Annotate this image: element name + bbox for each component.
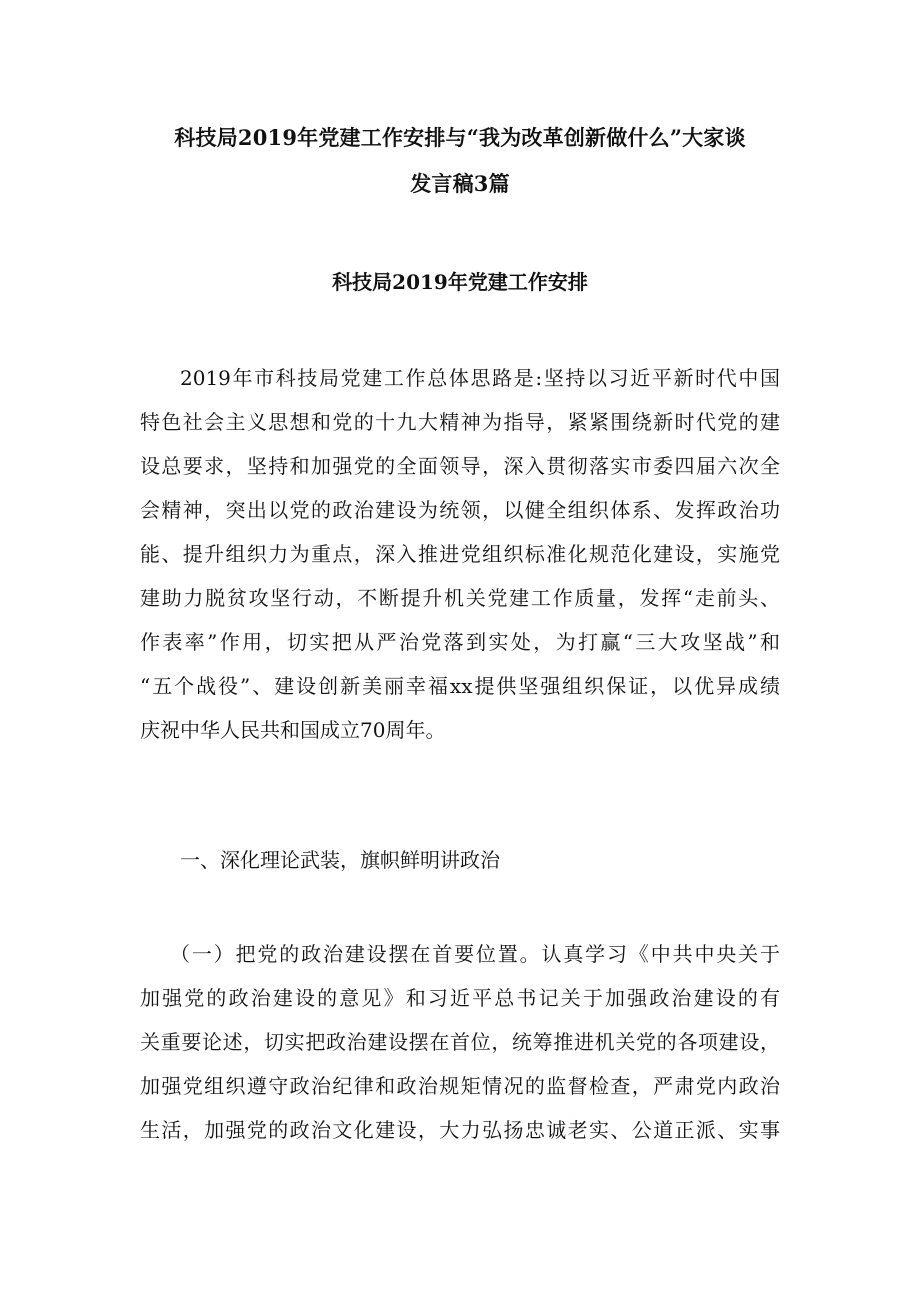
- document-title-line-2: 发言稿3篇: [410, 171, 510, 196]
- paragraph-line: 能、提升组织力为重点，深入推进党组织标准化规范化建设，实施党: [140, 542, 780, 566]
- paragraph-overview: [140, 356, 780, 752]
- paragraph-line: 2019年市科技局党建工作总体思路是:坚持以习近平新时代中国: [180, 366, 780, 390]
- paragraph-line: “五个战役”、建设创新美丽幸福xx提供坚强组织保证，以优异成绩: [140, 674, 780, 698]
- paragraph-line: 作表率”作用，切实把从严治党落到实处，为打赢“三大攻坚战”和: [140, 630, 780, 654]
- section-subtitle: 科技局2019年党建工作安排: [332, 270, 588, 294]
- paragraph-line: 庆祝中华人民共和国成立70周年。: [140, 718, 446, 742]
- paragraph-line: 设总要求，坚持和加强党的全面领导，深入贯彻落实市委四届六次全: [140, 454, 780, 478]
- paragraph-political-construction: [140, 932, 780, 1152]
- section-heading-1: [140, 838, 780, 882]
- paragraph-line: 建助力脱贫攻坚行动，不断提升机关党建工作质量，发挥“走前头、: [140, 586, 780, 610]
- paragraph-line: 特色社会主义思想和党的十九大精神为指导，紧紧围绕新时代党的建: [140, 410, 780, 434]
- document-title-line-1: 科技局2019年党建工作安排与“我为改革创新做什么”大家谈: [174, 125, 746, 150]
- paragraph-line: 生活，加强党的政治文化建设，大力弘扬忠诚老实、公道正派、实事: [140, 1118, 780, 1142]
- paragraph-line: 加强党的政治建设的意见》和习近平总书记关于加强政治建设的有: [140, 986, 780, 1010]
- paragraph-line: 会精神，突出以党的政治建设为统领，以健全组织体系、发挥政治功: [140, 498, 780, 522]
- heading-text: 一、深化理论武装，旗帜鲜明讲政治: [180, 848, 500, 872]
- paragraph-line: 加强党组织遵守政治纪律和政治规矩情况的监督检查，严肃党内政治: [140, 1074, 780, 1098]
- paragraph-line: （一）把党的政治建设摆在首要位置。认真学习《中共中央关于: [170, 942, 780, 966]
- paragraph-line: 关重要论述，切实把政治建设摆在首位，统筹推进机关党的各项建设，: [140, 1030, 780, 1054]
